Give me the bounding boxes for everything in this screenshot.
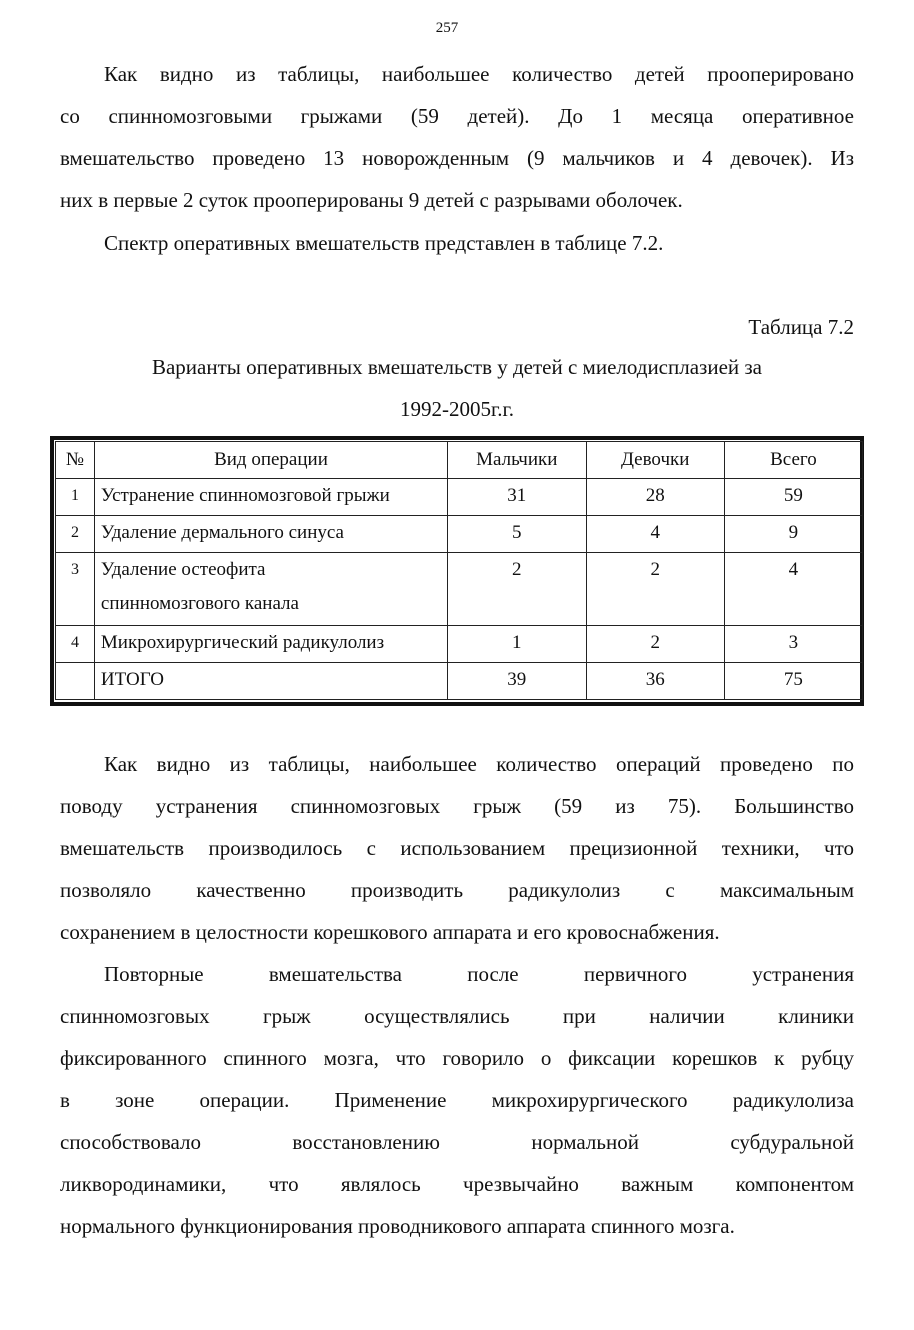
paragraph-4-line-3: фиксированного спинного мозга, что говорило о фиксации корешков к рубцу [60, 1046, 854, 1070]
paragraph-1-line-3: вмешательство проведено 13 новорожденным (9 мальчиков и 4 девочек). Из [60, 146, 854, 170]
row-total: 75 [724, 663, 862, 700]
row-total: 59 [724, 479, 862, 516]
paragraph-1-line-4: них в первые 2 суток прооперированы 9 детей с разрывами оболочек. [60, 188, 683, 212]
header-girls: Девочки [586, 442, 724, 479]
table-title-line-2: 1992-2005г.г. [400, 397, 514, 421]
row-total: 4 [724, 553, 862, 626]
row-operation: Устранение спинномозговой грыжи [94, 479, 447, 516]
table-row [56, 479, 863, 516]
table-row [56, 626, 863, 663]
header-boys: Мальчики [448, 442, 586, 479]
table-total-row [56, 663, 863, 700]
paragraph-4-line-1: Повторные вмешательства после первичного устранения [104, 962, 854, 986]
row-operation [94, 553, 447, 626]
paragraph-3-line-5: сохранением в целостности корешкового аппарата и его кровоснабжения. [60, 920, 720, 944]
table-header-row [56, 442, 863, 479]
row-boys: 1 [448, 626, 586, 663]
row-total: 3 [724, 626, 862, 663]
row-number [56, 663, 95, 700]
row-total: 9 [724, 516, 862, 553]
paragraph-1-line-2: со спинномозговыми грыжами (59 детей). До 1 месяца оперативное [60, 104, 854, 128]
row-boys: 39 [448, 663, 586, 700]
paragraph-4-line-6: ликвородинамики, что являлось чрезвычайно важным компонентом [60, 1172, 854, 1196]
paragraph-3-line-3: вмешательств производилось с использованием прецизионной техники, что [60, 836, 854, 860]
row-girls: 2 [586, 626, 724, 663]
table-title-line-1: Варианты оперативных вмешательств у детей с миелодисплазией за [151, 355, 763, 379]
operations-table [55, 441, 863, 700]
paragraph-3-line-2: поводу устранения спинномозговых грыж (59 из 75). Большинство [60, 794, 854, 818]
page-number: 257 [435, 20, 459, 36]
row-girls: 4 [586, 516, 724, 553]
row-number: 1 [56, 479, 95, 516]
header-total: Всего [724, 442, 862, 479]
row-boys: 31 [448, 479, 586, 516]
row-boys: 5 [448, 516, 586, 553]
row-operation: Удаление дермального синуса [94, 516, 447, 553]
row-girls: 2 [586, 553, 724, 626]
operations-table-frame [50, 436, 864, 706]
row-number: 2 [56, 516, 95, 553]
paragraph-4-line-7: нормального функционирования проводникового аппарата спинного мозга. [60, 1214, 735, 1238]
row-girls: 36 [586, 663, 724, 700]
paragraph-4-line-4: в зоне операции. Применение микрохирургического радикулолиза [60, 1088, 854, 1112]
paragraph-1-line-1: Как видно из таблицы, наибольшее количество детей прооперировано [104, 62, 854, 86]
paragraph-3-line-4: позволяло качественно производить радикулолиз с максимальным [60, 878, 854, 902]
header-number: № [56, 442, 95, 479]
row-number: 3 [56, 553, 95, 626]
paragraph-3-line-1: Как видно из таблицы, наибольшее количество операций проведено по [104, 752, 854, 776]
paragraph-4-line-5: способствовало восстановлению нормальной субдуральной [60, 1130, 854, 1154]
row-number: 4 [56, 626, 95, 663]
table-row [56, 516, 863, 553]
row-operation-line-2: спинномозгового канала [100, 593, 299, 614]
row-girls: 28 [586, 479, 724, 516]
table-row [56, 553, 863, 626]
paragraph-2: Спектр оперативных вмешательств представлен в таблице 7.2. [104, 231, 664, 255]
row-operation: ИТОГО [94, 663, 447, 700]
row-operation-line-1: Удаление остеофита [100, 559, 266, 580]
row-boys: 2 [448, 553, 586, 626]
paragraph-4-line-2: спинномозговых грыж осуществлялись при наличии клиники [60, 1004, 854, 1028]
table-label: Таблица 7.2 [748, 315, 854, 339]
header-operation-type: Вид операции [94, 442, 447, 479]
row-operation: Микрохирургический радикулолиз [94, 626, 447, 663]
